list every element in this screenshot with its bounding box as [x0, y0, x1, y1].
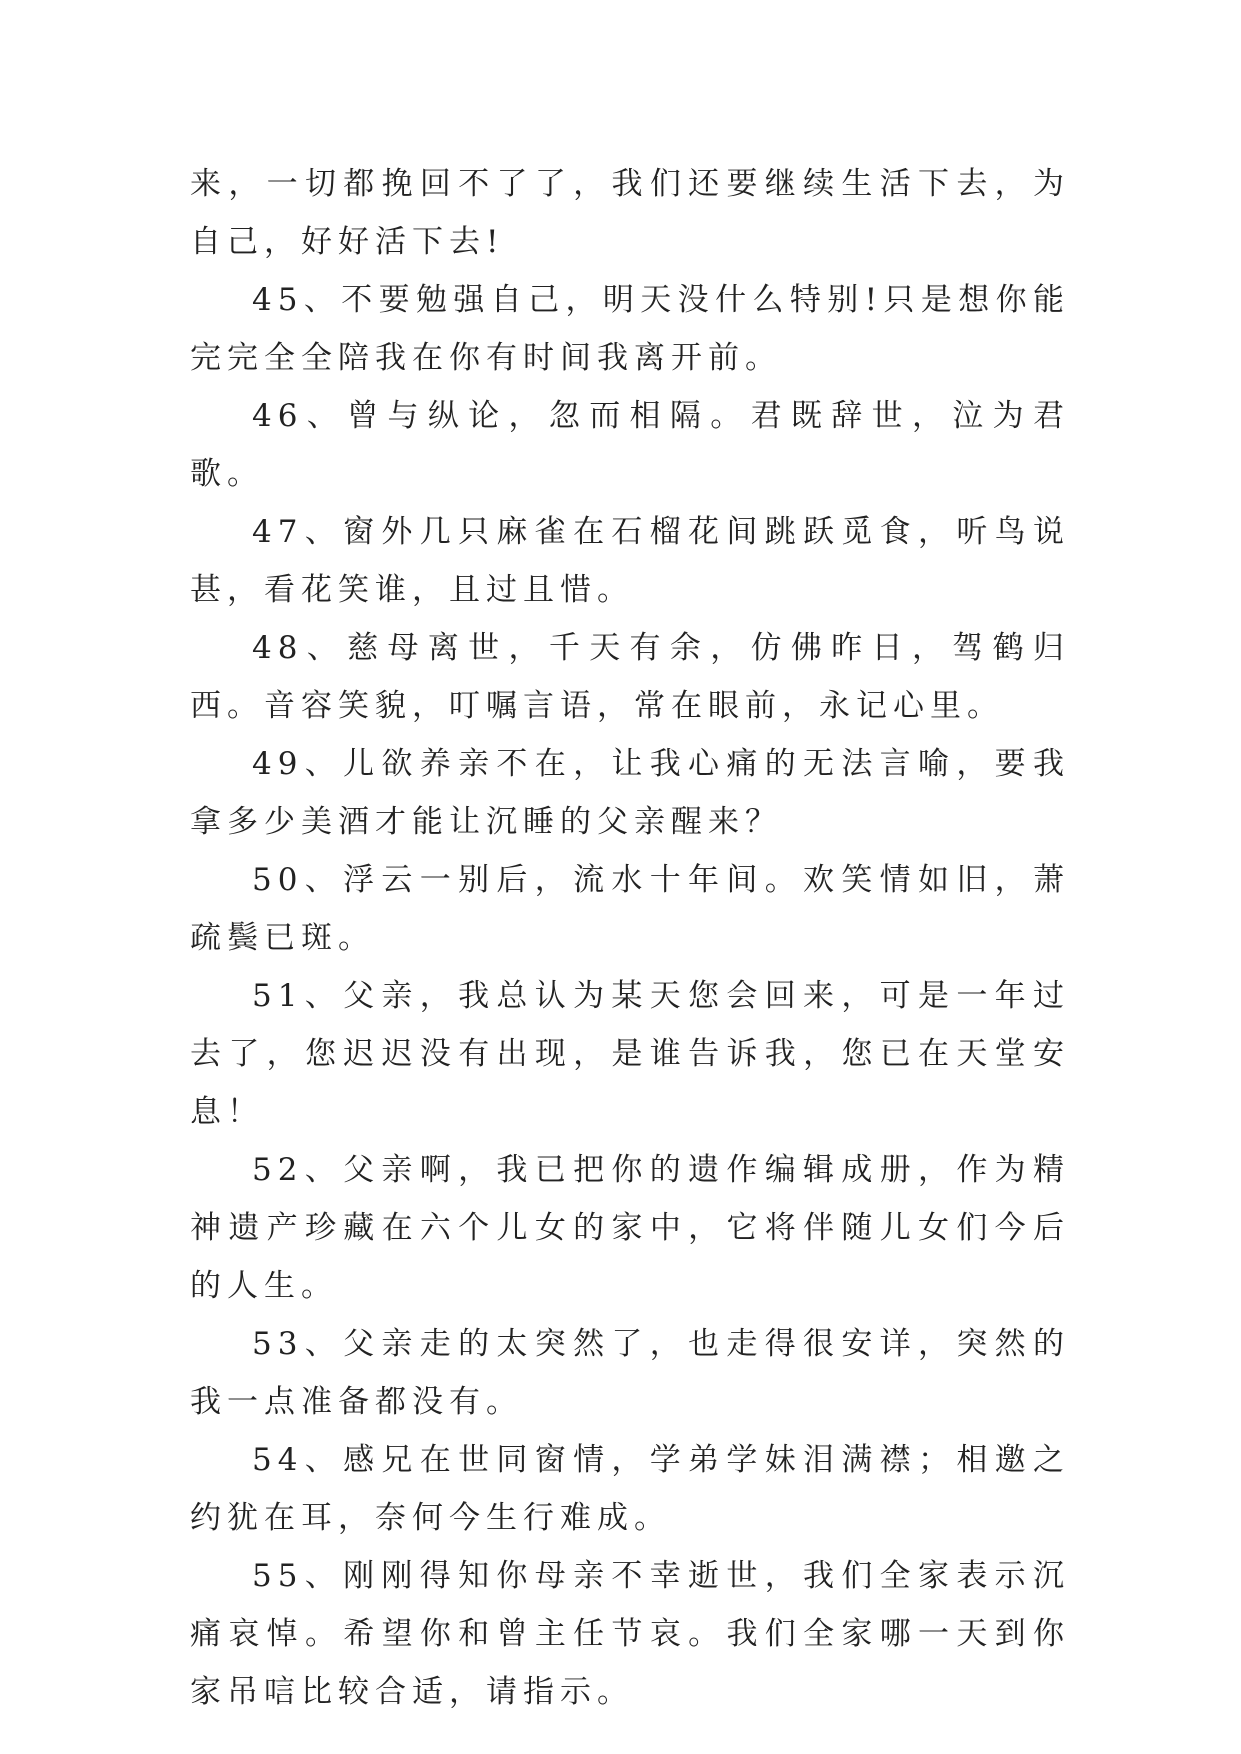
paragraph-45: 45、不要勉强自己，明天没什么特别!只是想你能完完全全陪我在你有时间我离开前。	[190, 282, 1070, 376]
paragraph-49: 49、儿欲养亲不在，让我心痛的无法言喻，要我拿多少美酒才能让沉睡的父亲醒来？	[190, 746, 1070, 840]
paragraph-47: 47、窗外几只麻雀在石榴花间跳跃觅食，听鸟说甚，看花笑谁，且过且惜。	[190, 514, 1070, 608]
paragraph-51: 51、父亲，我总认为某天您会回来，可是一年过去了，您迟迟没有出现，是谁告诉我，您已在天堂安息！	[190, 978, 1070, 1130]
paragraph-54: 54、感兄在世同窗情，学弟学妹泪满襟；相邀之约犹在耳，奈何今生行难成。	[190, 1442, 1070, 1536]
paragraph-53: 53、父亲走的太突然了，也走得很安详，突然的我一点准备都没有。	[190, 1326, 1070, 1420]
paragraph-50: 50、浮云一别后，流水十年间。欢笑情如旧，萧疏鬓已斑。	[190, 862, 1070, 956]
paragraph-continuation: 来，一切都挽回不了了，我们还要继续生活下去，为自己，好好活下去!	[190, 166, 1070, 260]
paragraph-48: 48、慈母离世，千天有余，仿佛昨日，驾鹤归西。音容笑貌，叮嘱言语，常在眼前，永记心里。	[190, 630, 1070, 724]
paragraph-52: 52、父亲啊，我已把你的遗作编辑成册，作为精神遗产珍藏在六个儿女的家中，它将伴随儿女们今后的人生。	[190, 1152, 1070, 1304]
document-body	[190, 155, 1070, 1721]
paragraph-46: 46、曾与纵论，忽而相隔。君既辞世，泣为君歌。	[190, 398, 1070, 492]
paragraph-55: 55、刚刚得知你母亲不幸逝世，我们全家表示沉痛哀悼。希望你和曾主任节哀。我们全家哪一天到你家吊唁比较合适，请指示。	[190, 1558, 1070, 1710]
